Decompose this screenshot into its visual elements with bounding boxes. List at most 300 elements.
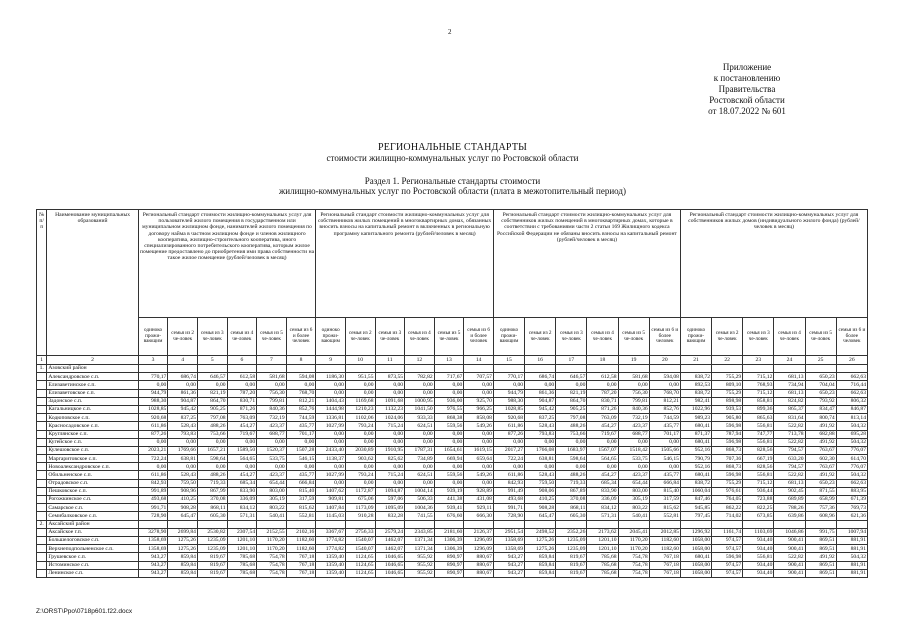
value-cell: 1774,82: [316, 545, 346, 553]
value-cell: 1359,40: [316, 561, 346, 569]
value-cell: 755,29: [712, 479, 743, 487]
value-cell: 833,90: [227, 487, 257, 495]
value-cell: 943,27: [138, 569, 168, 577]
value-cell: 0,00: [618, 463, 649, 471]
value-cell: 667,19: [743, 455, 774, 463]
value-cell: 936,00: [434, 397, 464, 405]
value-cell: [493, 365, 524, 373]
value-cell: [493, 520, 524, 528]
value-cell: 1619,15: [464, 446, 494, 454]
value-cell: 491,92: [805, 438, 836, 446]
value-cell: 435,77: [649, 471, 680, 479]
table-row: [37, 504, 868, 512]
value-cell: 0,00: [316, 389, 346, 397]
value-cell: 976,55: [434, 405, 464, 413]
value-cell: 2045,41: [618, 528, 649, 536]
value-cell: 0,00: [405, 463, 435, 471]
value-cell: 0,00: [464, 438, 494, 446]
value-cell: 991,75: [805, 528, 836, 536]
value-cell: 0,00: [197, 463, 227, 471]
value-cell: 865,63: [743, 414, 774, 422]
header-subcolumn: одиноко прожи-вающим: [138, 318, 168, 356]
value-cell: 1170,20: [618, 545, 649, 553]
value-cell: 754,78: [618, 561, 649, 569]
value-cell: 859,84: [525, 561, 556, 569]
value-cell: 873,55: [375, 373, 405, 381]
table-row: [37, 381, 868, 389]
header-name: Наименование муниципальных образований: [47, 210, 138, 356]
value-cell: 2498,52: [525, 528, 556, 536]
value-cell: 0,00: [434, 479, 464, 487]
column-number: 23: [743, 356, 774, 365]
value-cell: [464, 520, 494, 528]
value-cell: [168, 520, 198, 528]
value-cell: [286, 520, 316, 528]
value-cell: 831,64: [774, 414, 805, 422]
value-cell: 0,00: [345, 479, 375, 487]
value-cell: 881,91: [836, 536, 867, 544]
value-cell: 506,33: [405, 496, 435, 504]
value-cell: 900,41: [774, 536, 805, 544]
row-number: [37, 455, 47, 463]
value-cell: 0,00: [405, 389, 435, 397]
header-subcolumn: семья из 3 че-ловек: [743, 318, 774, 356]
value-cell: 1766,08: [525, 446, 556, 454]
value-cell: 423,37: [618, 422, 649, 430]
value-cell: [556, 365, 587, 373]
value-cell: 890,97: [434, 569, 464, 577]
value-cell: 1444,98: [316, 405, 346, 413]
value-cell: 1520,37: [257, 446, 287, 454]
value-cell: 2530,82: [197, 528, 227, 536]
value-cell: 1359,40: [316, 569, 346, 577]
value-cell: 722,24: [138, 455, 168, 463]
value-cell: 556,81: [743, 471, 774, 479]
value-cell: 658,99: [805, 496, 836, 504]
column-number: 26: [836, 356, 867, 365]
value-cell: 662,63: [836, 373, 867, 381]
municipality-name: Самарское с.п.: [47, 504, 138, 512]
value-cell: 2433,40: [316, 446, 346, 454]
table-row: [37, 553, 868, 561]
value-cell: 680,41: [680, 553, 711, 561]
value-cell: 410,25: [168, 496, 198, 504]
file-path-footer: Z:\ORST\Ppo\0718p601.f22.docx: [36, 608, 133, 615]
value-cell: 1296,09: [464, 536, 494, 544]
value-cell: 488,26: [556, 422, 587, 430]
table-row: [37, 496, 868, 504]
column-number: 6: [227, 356, 257, 365]
value-cell: 785,68: [227, 561, 257, 569]
value-cell: 0,00: [556, 438, 587, 446]
value-cell: 689,89: [774, 496, 805, 504]
municipality-name: Елизаветовское с.п.: [47, 389, 138, 397]
value-cell: 732,19: [257, 414, 287, 422]
value-cell: 939,19: [434, 487, 464, 495]
value-cell: 704,04: [805, 381, 836, 389]
value-cell: 754,78: [257, 553, 287, 561]
row-number: [37, 422, 47, 430]
value-cell: 881,91: [836, 561, 867, 569]
value-cell: 815,40: [649, 487, 680, 495]
value-cell: 832,28: [375, 512, 405, 520]
header-subcolumn: семья из 6 и более человек: [836, 318, 867, 356]
value-cell: 1359,40: [316, 553, 346, 561]
value-cell: 756,30: [618, 389, 649, 397]
value-cell: 454,27: [587, 422, 618, 430]
value-cell: 682,88: [805, 430, 836, 438]
table-body: [37, 365, 868, 578]
value-cell: 1407,62: [316, 487, 346, 495]
value-cell: [316, 365, 346, 373]
value-cell: 533,75: [257, 455, 287, 463]
value-cell: 540,41: [618, 512, 649, 520]
value-cell: 441,38: [434, 496, 464, 504]
table-row: [37, 373, 868, 381]
value-cell: 1589,50: [227, 446, 257, 454]
value-cell: 1028,85: [493, 405, 524, 413]
value-cell: 1371,34: [405, 536, 435, 544]
value-cell: 840,36: [618, 405, 649, 413]
table-row: [37, 463, 868, 471]
value-cell: 645,47: [168, 512, 198, 520]
value-cell: 614,70: [836, 455, 867, 463]
value-cell: 825,62: [375, 455, 405, 463]
value-cell: 1275,26: [525, 536, 556, 544]
value-cell: 2023,21: [138, 446, 168, 454]
value-cell: 813,14: [836, 414, 867, 422]
value-cell: 0,00: [556, 381, 587, 389]
value-cell: 0,00: [464, 389, 494, 397]
value-cell: 659,64: [464, 455, 494, 463]
row-number: [37, 414, 47, 422]
appendix-line: к постановлению: [713, 73, 781, 83]
value-cell: 633,20: [774, 455, 805, 463]
value-cell: 1910,95: [375, 446, 405, 454]
value-cell: 0,00: [649, 438, 680, 446]
standards-table: [36, 209, 868, 578]
value-cell: 596,98: [712, 471, 743, 479]
value-cell: [227, 365, 257, 373]
value-cell: 2017,27: [493, 446, 524, 454]
row-number: [37, 487, 47, 495]
value-cell: 1186,30: [316, 373, 346, 381]
value-cell: 859,84: [525, 553, 556, 561]
municipality-name: Ленинское с.п.: [47, 569, 138, 577]
value-cell: 1296,09: [464, 545, 494, 553]
value-cell: 1058,00: [680, 545, 711, 553]
value-cell: 904,87: [168, 397, 198, 405]
value-cell: 0,00: [197, 381, 227, 389]
value-cell: 828,56: [743, 463, 774, 471]
value-cell: 0,00: [316, 438, 346, 446]
value-cell: 852,76: [649, 405, 680, 413]
value-cell: 945,42: [168, 405, 198, 413]
column-number: 2: [47, 356, 138, 365]
municipality-name: Александровское с.п.: [47, 373, 138, 381]
value-cell: [345, 365, 375, 373]
value-cell: 1201,10: [227, 545, 257, 553]
value-cell: 943,27: [493, 553, 524, 561]
header-subcolumn: семья из 6 и более человек: [649, 318, 680, 356]
value-cell: 763,09: [587, 414, 618, 422]
value-cell: 504,32: [836, 471, 867, 479]
value-cell: 2756,33: [345, 528, 375, 536]
municipality-name: Рогожкинское с.п.: [47, 496, 138, 504]
value-cell: 1657,21: [197, 446, 227, 454]
column-number: 25: [805, 356, 836, 365]
table-row: [37, 536, 868, 544]
value-cell: 0,00: [649, 381, 680, 389]
value-cell: 797,45: [680, 512, 711, 520]
value-cell: 488,26: [197, 422, 227, 430]
table-row: [37, 487, 868, 495]
value-cell: 753,66: [197, 430, 227, 438]
value-cell: 1058,00: [680, 569, 711, 577]
value-cell: 785,68: [227, 569, 257, 577]
value-cell: 991,71: [493, 504, 524, 512]
table-row: [37, 528, 868, 536]
value-cell: 0,00: [257, 438, 287, 446]
value-cell: [375, 365, 405, 373]
value-cell: 892,53: [680, 381, 711, 389]
value-cell: 744,59: [286, 414, 316, 422]
value-cell: 491,92: [805, 422, 836, 430]
value-cell: 1102,06: [345, 414, 375, 422]
value-cell: 556,81: [743, 553, 774, 561]
value-cell: 605,30: [197, 512, 227, 520]
value-cell: 662,63: [836, 389, 867, 397]
value-cell: 0,00: [227, 438, 257, 446]
value-cell: 2102,16: [286, 528, 316, 536]
value-cell: 559,56: [434, 471, 464, 479]
value-cell: 0,00: [649, 463, 680, 471]
value-cell: 943,27: [138, 561, 168, 569]
column-number: 3: [138, 356, 168, 365]
value-cell: 305,19: [257, 496, 287, 504]
value-cell: 1654,61: [434, 446, 464, 454]
value-cell: 491,92: [805, 471, 836, 479]
value-cell: 1182,60: [286, 545, 316, 553]
value-cell: 504,32: [836, 553, 867, 561]
value-cell: 719,33: [556, 479, 587, 487]
value-cell: 909,81: [316, 496, 346, 504]
column-number: 12: [405, 356, 435, 365]
column-number: 15: [493, 356, 524, 365]
row-number: [37, 471, 47, 479]
value-cell: 759,50: [168, 479, 198, 487]
value-cell: 596,98: [712, 553, 743, 561]
district-row: [37, 520, 868, 528]
header-subcolumn: семья из 5 че-ловек: [805, 318, 836, 356]
value-cell: [587, 365, 618, 373]
municipality-name: Аксайский район: [47, 520, 138, 528]
value-cell: 868,73: [712, 446, 743, 454]
value-cell: 638,81: [525, 455, 556, 463]
value-cell: 864,70: [197, 397, 227, 405]
value-cell: 819,67: [197, 561, 227, 569]
header-subcolumn: семья из 5 че-ловек: [257, 318, 287, 356]
value-cell: 597,06: [375, 496, 405, 504]
value-cell: 1138,37: [316, 455, 346, 463]
section-title: Раздел 1. Региональные стандарты стоимости: [364, 176, 541, 186]
value-cell: 715,12: [743, 389, 774, 397]
value-cell: 1235,09: [197, 536, 227, 544]
value-cell: 898,98: [712, 397, 743, 405]
value-cell: 493,68: [138, 496, 168, 504]
value-cell: 0,00: [434, 381, 464, 389]
header-subcolumn: одиноко прожи-вающим: [493, 318, 524, 356]
value-cell: 1124,65: [345, 553, 375, 561]
header-group-2: Региональный стандарт стоимости жилищно-коммунальных услуг для собственников жилых помещений в многоквартирных домах, обязанных вносить взносы на капитальный ремонт в включенных в региональную программу капитального ремонта (рублей/человек в месяц): [316, 210, 494, 318]
column-number: 7: [257, 356, 287, 365]
value-cell: 715,12: [743, 479, 774, 487]
value-cell: 1024,06: [375, 414, 405, 422]
value-cell: 596,98: [712, 438, 743, 446]
header-column-numbers: [37, 356, 868, 365]
value-cell: 809,10: [712, 381, 743, 389]
row-number: [37, 569, 47, 577]
value-cell: 974,57: [712, 561, 743, 569]
column-number: 16: [525, 356, 556, 365]
value-cell: 787,20: [227, 389, 257, 397]
value-cell: 1046,65: [375, 569, 405, 577]
value-cell: 815,62: [286, 504, 316, 512]
value-cell: 1124,65: [345, 561, 375, 569]
municipality-name: Новоалександровское с.п.: [47, 463, 138, 471]
header-group-4: Региональный стандарт стоимости жилищно-коммунальных услуг для собственников жилых домов (индивидуального жилого фонда) (рублей/человек в месяц): [680, 210, 867, 318]
header-subcolumn: семья из 4 че-ловек: [227, 318, 257, 356]
value-cell: 834,12: [227, 504, 257, 512]
value-cell: 0,00: [345, 438, 375, 446]
value-cell: 908,96: [168, 487, 198, 495]
value-cell: [525, 520, 556, 528]
value-cell: 715,24: [375, 422, 405, 430]
value-cell: 1774,82: [316, 536, 346, 544]
value-cell: 1769,66: [168, 446, 198, 454]
value-cell: [405, 365, 435, 373]
value-cell: 763,67: [805, 446, 836, 454]
table-row: [37, 438, 868, 446]
row-number: [37, 479, 47, 487]
value-cell: 785,68: [587, 553, 618, 561]
value-cell: [743, 520, 774, 528]
value-cell: 803,22: [618, 504, 649, 512]
value-cell: 666,84: [649, 479, 680, 487]
value-cell: 861,36: [525, 389, 556, 397]
municipality-name: Грушевское с.п.: [47, 553, 138, 561]
value-cell: 880,67: [464, 553, 494, 561]
value-cell: 546,15: [649, 455, 680, 463]
value-cell: 1540,07: [345, 536, 375, 544]
value-cell: 680,41: [680, 471, 711, 479]
value-cell: [774, 520, 805, 528]
value-cell: 0,00: [434, 430, 464, 438]
table-row: [37, 471, 868, 479]
value-cell: [345, 520, 375, 528]
value-cell: 0,00: [316, 479, 346, 487]
value-cell: 955,92: [405, 561, 435, 569]
value-cell: 847,46: [680, 496, 711, 504]
value-cell: [525, 365, 556, 373]
value-cell: [712, 520, 743, 528]
value-cell: 838,72: [680, 373, 711, 381]
value-cell: 571,31: [227, 512, 257, 520]
value-cell: 0,00: [405, 479, 435, 487]
value-cell: 540,41: [257, 512, 287, 520]
header-subcolumn: семья из 2 че-ловек: [525, 318, 556, 356]
value-cell: 1275,26: [168, 545, 198, 553]
municipality-name: Задонское с.п.: [47, 397, 138, 405]
table-row: [37, 405, 868, 413]
municipality-name: Верхнеподпольненское с.п.: [47, 545, 138, 553]
row-number: [37, 553, 47, 561]
value-cell: 0,00: [286, 463, 316, 471]
municipality-name: Кугейское с.п.: [47, 438, 138, 446]
value-cell: 564,65: [587, 455, 618, 463]
appendix-line: от 18.07.2022 № 601: [708, 106, 786, 116]
value-cell: 991,89: [138, 487, 168, 495]
value-cell: 1683,97: [556, 446, 587, 454]
value-cell: 803,00: [257, 487, 287, 495]
header-subcolumn: семья из 3 че-ловек: [197, 318, 227, 356]
value-cell: 908,28: [525, 504, 556, 512]
header-subcolumn: семья из 5 че-ловек: [618, 318, 649, 356]
municipality-name: Аксайское г.п.: [47, 528, 138, 536]
header-subcolumn: семья из 3 че-ловек: [375, 318, 405, 356]
value-cell: [556, 520, 587, 528]
value-cell: 815,62: [649, 504, 680, 512]
value-cell: 910,28: [345, 512, 375, 520]
municipality-name: Кулешовское с.п.: [47, 446, 138, 454]
value-cell: 905,80: [712, 414, 743, 422]
value-cell: [286, 365, 316, 373]
value-cell: 0,00: [138, 438, 168, 446]
municipality-name: Кодюповское с.п.: [47, 414, 138, 422]
value-cell: 423,37: [618, 471, 649, 479]
row-number: [37, 561, 47, 569]
value-cell: 880,67: [464, 561, 494, 569]
value-cell: 0,00: [345, 381, 375, 389]
value-cell: 0,00: [525, 438, 556, 446]
value-cell: 837,25: [525, 414, 556, 422]
header-group-3: Региональный стандарт стоимости жилищно-коммунальных услуг для собственников жилых помещений в многоквартирных домах, которые в соответствии с требованиями части 2 статьи 169 Жилищного кодекса Российской Федерации не обязаны вносить взносы на капитальный ремонт (рублей/человек в месяц): [493, 210, 680, 318]
value-cell: 1170,20: [618, 536, 649, 544]
value-cell: [618, 520, 649, 528]
row-number: [37, 512, 47, 520]
value-cell: 1103,69: [743, 528, 774, 536]
table-row: [37, 512, 868, 520]
value-cell: 842,93: [493, 479, 524, 487]
value-cell: 1041,50: [405, 405, 435, 413]
value-cell: 989,23: [680, 414, 711, 422]
value-cell: 768,93: [743, 381, 774, 389]
value-cell: 955,92: [405, 569, 435, 577]
value-cell: 305,19: [618, 496, 649, 504]
header-subcolumn: семья из 5 че-ловек: [434, 318, 464, 356]
table-row: [37, 414, 868, 422]
value-cell: 769,73: [836, 504, 867, 512]
value-cell: 976,61: [712, 487, 743, 495]
value-cell: 701,17: [286, 430, 316, 438]
value-cell: 719,67: [587, 430, 618, 438]
value-cell: 1358,69: [138, 536, 168, 544]
value-cell: 944,79: [493, 389, 524, 397]
value-cell: 605,30: [556, 512, 587, 520]
value-cell: 435,77: [286, 471, 316, 479]
value-cell: 1567,07: [587, 446, 618, 454]
value-cell: 0,00: [375, 438, 405, 446]
